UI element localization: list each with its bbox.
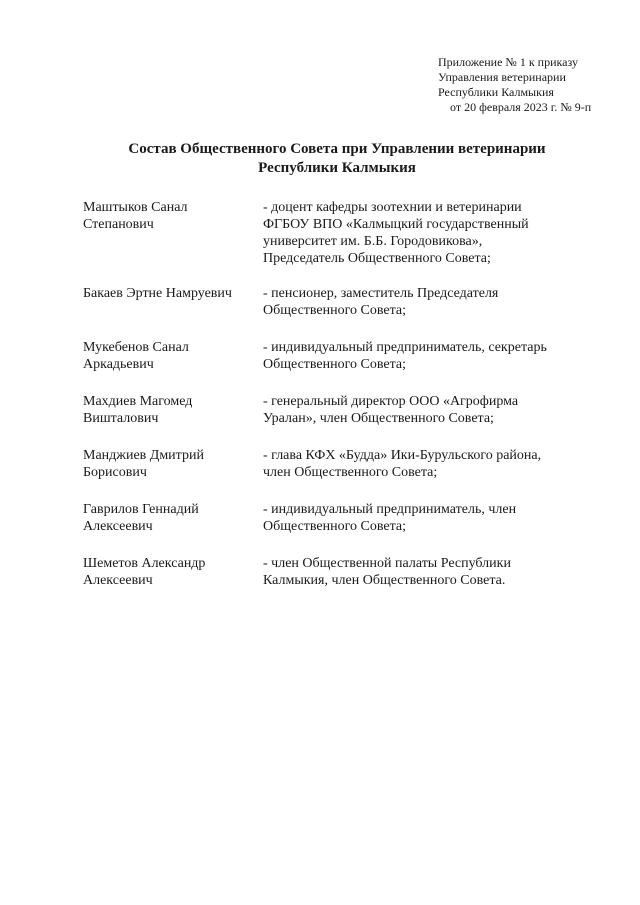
member-name-line: Маштыков Санал: [83, 200, 188, 215]
member-role-line: - генеральный директор ООО «Агрофирма: [263, 394, 519, 409]
member-role-line: Калмыкия, член Общественного Совета.: [263, 573, 506, 588]
member-entry: [83, 199, 603, 267]
member-role-line: - доцент кафедры зоотехнии и ветеринарии: [263, 200, 522, 215]
member-name: [83, 501, 263, 535]
member-role: [263, 501, 603, 535]
appendix-line: Управления ветеринарии: [438, 70, 566, 84]
member-name-line: Аркадьевич: [83, 357, 154, 372]
member-name: [83, 393, 263, 427]
member-name: [83, 339, 263, 373]
member-role-line: Общественного Совета;: [263, 519, 407, 534]
member-role-line: ФГБОУ ВПО «Калмыцкий государственный: [263, 217, 529, 232]
appendix-reference: [438, 55, 618, 115]
member-role: [263, 447, 603, 481]
member-role-line: - член Общественной палаты Республики: [263, 556, 511, 571]
member-role-line: - глава КФХ «Будда» Ики-Бурульского района,: [263, 448, 542, 463]
title-line: Состав Общественного Совета при Управлении ветеринарии: [128, 141, 546, 157]
member-role-line: - индивидуальный предприниматель, член: [263, 502, 517, 517]
member-name-line: Степанович: [83, 217, 154, 232]
appendix-line: Приложение № 1 к приказу: [438, 55, 578, 69]
member-name: [83, 199, 263, 267]
member-name: [83, 447, 263, 481]
member-name-line: Алексеевич: [83, 519, 153, 534]
member-role: [263, 285, 603, 319]
member-role-line: Общественного Совета;: [263, 357, 407, 372]
member-role-line: член Общественного Совета;: [263, 465, 438, 480]
member-entry: [83, 339, 603, 373]
member-role-line: - пенсионер, заместитель Председателя: [263, 286, 499, 301]
member-role: [263, 339, 603, 373]
member-entry: [83, 447, 603, 481]
member-entry: [83, 285, 603, 319]
member-entry: [83, 555, 603, 589]
member-role: [263, 199, 603, 267]
member-name: [83, 555, 263, 589]
member-name-line: Вишталович: [83, 411, 159, 426]
member-name-line: Манджиев Дмитрий: [83, 448, 204, 463]
member-role: [263, 393, 603, 427]
member-name-line: Бакаев Эртне Намруевич: [83, 286, 232, 301]
member-role-line: Уралан», член Общественного Совета;: [263, 411, 494, 426]
appendix-order-date: от 20 февраля 2023 г. № 9-п: [450, 100, 592, 114]
council-members-list: [83, 199, 603, 589]
document-title: [80, 140, 594, 178]
member-name-line: Алексеевич: [83, 573, 153, 588]
member-entry: [83, 501, 603, 535]
member-entry: [83, 393, 603, 427]
member-name-line: Махдиев Магомед: [83, 394, 193, 409]
member-name-line: Борисович: [83, 465, 147, 480]
member-role-line: - индивидуальный предприниматель, секретарь: [263, 340, 547, 355]
member-role-line: Общественного Совета;: [263, 303, 407, 318]
member-name-line: Мукебенов Санал: [83, 340, 189, 355]
member-name-line: Шеметов Александр: [83, 556, 206, 571]
appendix-line: Республики Калмыкия: [438, 85, 554, 99]
member-role: [263, 555, 603, 589]
member-role-line: Председатель Общественного Совета;: [263, 251, 491, 266]
title-line: Республики Калмыкия: [258, 160, 416, 176]
member-name: [83, 285, 263, 319]
member-role-line: университет им. Б.Б. Городовикова»,: [263, 234, 483, 249]
member-name-line: Гаврилов Геннадий: [83, 502, 199, 517]
